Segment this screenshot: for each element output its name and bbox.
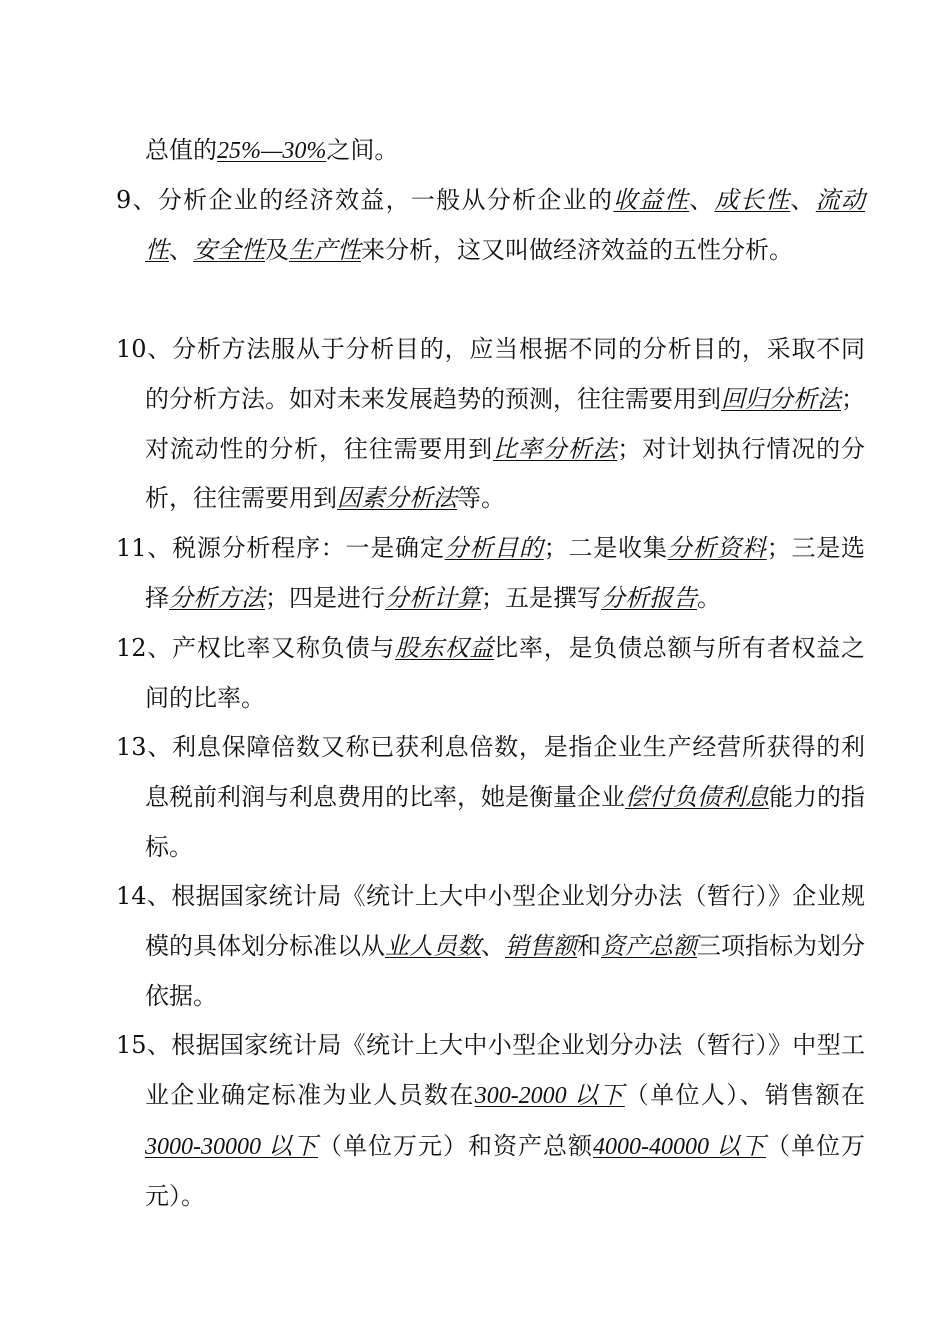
answer-blank: 资产总额 — [601, 931, 697, 960]
segment: 13、利息保障倍数又称已获利息倍数，是指企业生产经营所获得的利息税前利润与利息费用的比率，她是衡量企业 — [116, 733, 865, 811]
question-12 — [116, 624, 865, 724]
segment: 和 — [577, 931, 601, 960]
segment: ；四是进行 — [265, 583, 385, 612]
segment: 之间。 — [326, 136, 399, 164]
answer-blank: 成长性 — [714, 186, 791, 214]
segment: 来分析，这又叫做经济效益的五性分析。 — [361, 235, 793, 264]
segment: 及 — [265, 235, 289, 264]
answer-blank: 25%—30% — [217, 138, 327, 164]
answer-blank: 比率分析法 — [493, 434, 618, 463]
segment: ；二是收集 — [543, 534, 668, 562]
segment: 10、分析方法服从于分析目的，应当根据不同的分析目的，采取不同的分析方法。如对未来发展趋势的预测，往往需要用到 — [116, 335, 865, 413]
question-9 — [116, 176, 865, 276]
answer-blank: 3000-30000 以下 — [145, 1133, 318, 1160]
segment: ；对流动性的分析，往往需要用到 — [145, 384, 865, 463]
answer-blank: 收益性 — [613, 186, 690, 214]
segment: ；五是撰写 — [481, 583, 601, 612]
segment: （单位人）、销售额在 — [624, 1080, 866, 1109]
answer-blank: 分析方法 — [169, 583, 265, 612]
segment: 等。 — [457, 484, 505, 513]
answer-blank: 分析计算 — [385, 583, 481, 612]
segment: 。 — [697, 583, 721, 612]
segment: 三项指标为划分依据。 — [145, 931, 865, 1010]
question-13 — [116, 723, 865, 872]
item-8-continuation — [145, 126, 836, 177]
segment: 14、根据国家统计局《统计上大中小型企业划分办法（暂行）》企业规模的具体划分标准以从 — [116, 882, 865, 960]
question-11 — [116, 524, 865, 624]
segment: 、 — [481, 931, 505, 960]
answer-blank: 回归分析法 — [721, 384, 841, 413]
segment: 、 — [169, 235, 193, 264]
answer-blank: 股东权益 — [395, 634, 495, 662]
segment: 、 — [790, 186, 816, 214]
segment: 12、产权比率又称负债与 — [116, 634, 396, 662]
segment: ；三是选择 — [145, 534, 866, 612]
answer-blank: 300-2000 以下 — [474, 1082, 625, 1109]
answer-blank: 偿付负债利息 — [625, 782, 769, 811]
answer-blank: 流动性 — [145, 186, 866, 264]
segment: 11、税源分析程序：一是确定 — [116, 534, 445, 562]
answer-blank: 分析目的 — [444, 534, 544, 562]
answer-blank: 分析资料 — [667, 534, 767, 562]
segment: 比率，是负债总额与所有者权益之间的比率。 — [145, 634, 866, 712]
segment: （单位万元）。 — [145, 1131, 865, 1211]
question-14 — [116, 872, 865, 1021]
answer-blank: 销售额 — [505, 931, 577, 960]
answer-blank: 生产性 — [289, 235, 361, 264]
answer-blank: 4000-40000 以下 — [593, 1133, 766, 1160]
answer-blank: 业人员数 — [385, 931, 481, 960]
segment: 9、分析企业的经济效益，一般从分析企业的 — [116, 186, 614, 214]
segment: 能力的指标。 — [145, 782, 865, 861]
answer-blank: 安全性 — [193, 235, 265, 264]
answer-blank: 因素分析法 — [337, 484, 457, 513]
segment: 总值的 — [145, 136, 217, 164]
segment: （单位万元）和资产总额 — [318, 1131, 593, 1160]
question-10 — [116, 325, 865, 524]
segment: 15、根据国家统计局《统计上大中小型企业划分办法（暂行）》中型工业企业确定标准为业人员数在 — [116, 1031, 865, 1109]
segment: 、 — [689, 186, 715, 214]
question-15 — [116, 1021, 865, 1222]
answer-blank: 分析报告 — [601, 583, 697, 612]
segment: ；对计划执行情况的分析，往往需要用到 — [145, 434, 866, 513]
